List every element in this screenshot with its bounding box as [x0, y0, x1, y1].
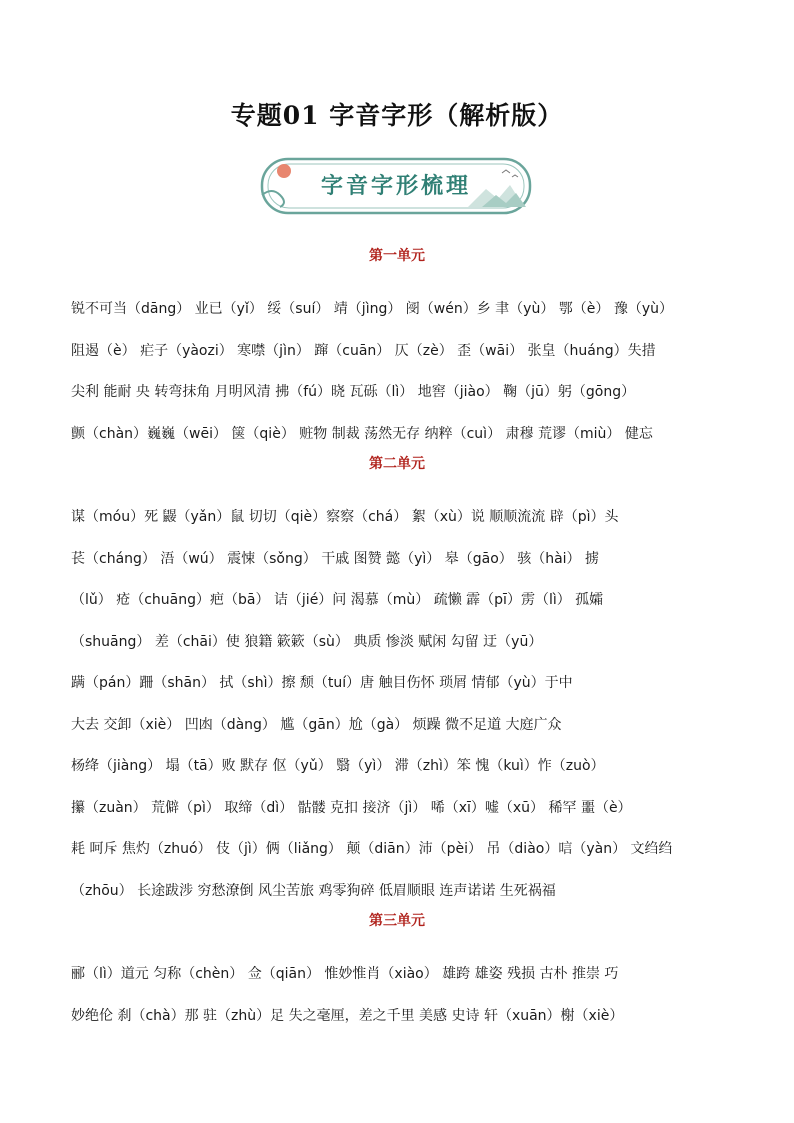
vocab-line: 耗 呵斥 焦灼（zhuó） 伎（jì）俩（liǎng） 颠（diān）沛（pèi） 吊（diào）唁（yàn） 文绉绉: [71, 841, 673, 857]
unit-heading-2: 第二单元: [369, 456, 425, 472]
vocab-line: 阻遏（è） 疟子（yàozi） 寒噤（jìn） 蹿（cuān） 仄（zè） 歪（wāi） 张皇（huáng）失措: [71, 343, 656, 359]
vocab-line: 妙绝伦 刹（chà）那 驻（zhù）足 失之毫厘，差之千里 美感 史诗 轩（xuān）榭（xiè）: [71, 1008, 624, 1024]
vocab-line: 锐不可当（dāng） 业已（yǐ） 绥（suí） 靖（jìng） 阌（wén）乡 聿（yù） 鄂（è） 豫（yù）: [71, 301, 674, 317]
section-banner: [258, 155, 534, 217]
banner-title: 字音字形梳理: [320, 174, 471, 199]
unit-heading-3: 第三单元: [369, 913, 425, 929]
page-title: 专题01 字音字形（解析版）: [230, 101, 564, 130]
vocab-line: 苌（cháng） 浯（wú） 震悚（sǒng） 干戚 图赞 懿（yì） 皋（gāo） 骇（hài） 掳: [71, 551, 599, 567]
vocab-line: 蹒（pán）跚（shān） 拭（shì）擦 颓（tuí）唐 触目伤怀 琐屑 情郁（yù）于中: [71, 675, 573, 691]
vocab-line: （shuāng） 差（chāi）使 狼籍 簌簌（sù） 典质 惨淡 赋闲 勾留 迂（yū）: [71, 634, 543, 650]
vocab-line: 杨绛（jiàng） 塌（tā）败 默存 伛（yǔ） 翳（yì） 滞（zhì）笨 愧（kuì）怍（zuò）: [71, 758, 605, 774]
vocab-line: （zhōu） 长途跋涉 穷愁潦倒 风尘苦旅 鸡零狗碎 低眉顺眼 连声诺诺 生死祸福: [71, 883, 556, 899]
vocab-line: 大去 交卸（xiè） 凹凼（dàng） 尴（gān）尬（gà） 烦躁 微不足道 大庭广众: [71, 717, 562, 733]
vocab-line: 尖利 能耐 央 转弯抹角 月明风清 拂（fú）晓 瓦砾（lì） 地窖（jiào） 鞠（jū）躬（gōng）: [71, 384, 636, 400]
vocab-line: 攥（zuàn） 荒僻（pì） 取缔（dì） 骷髅 克扣 接济（jì） 唏（xī）嘘（xū） 稀罕 噩（è）: [71, 800, 632, 816]
unit-heading-1: 第一单元: [369, 248, 425, 264]
vocab-line: 郦（lì）道元 匀称（chèn） 佥（qiān） 惟妙惟肖（xiào） 雄跨 雄姿 残损 古朴 推崇 巧: [71, 966, 619, 982]
vocab-line: 颤（chàn）巍巍（wēi） 箧（qiè） 赃物 制裁 荡然无存 纳粹（cuì） 肃穆 荒谬（miù） 健忘: [71, 426, 653, 442]
vocab-line: （lǔ） 疮（chuāng）疤（bā） 诘（jié）问 渴慕（mù） 疏懒 霹（pī）雳（lì） 孤孀: [71, 592, 604, 608]
vocab-line: 谋（móu）死 鼹（yǎn）鼠 切切（qiè）察察（chá） 絮（xù）说 顺顺流流 辟（pì）头: [71, 509, 619, 525]
